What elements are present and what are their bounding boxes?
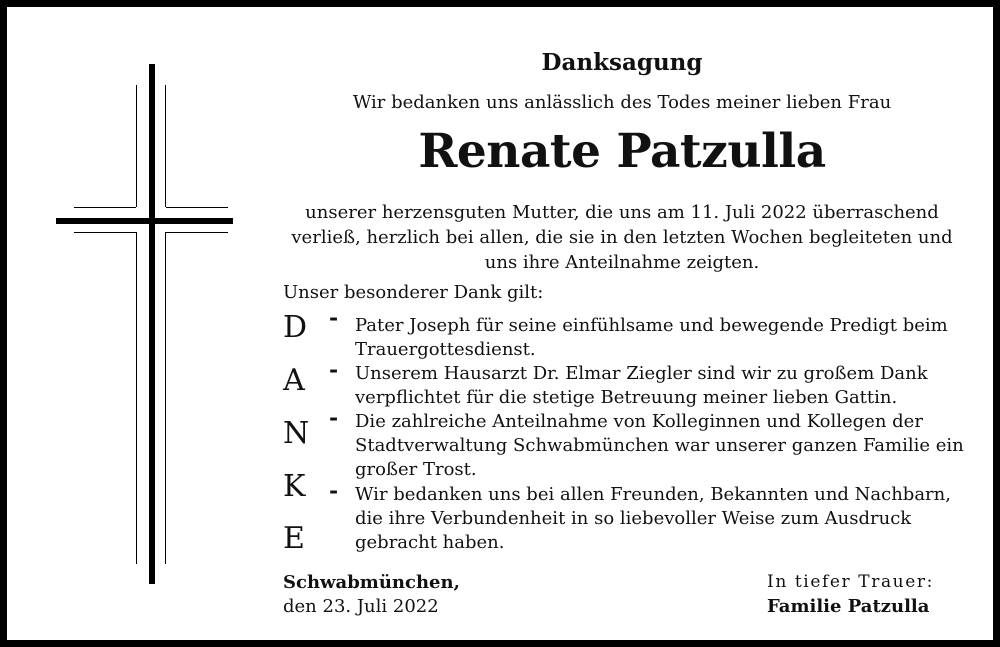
body-text: unserer herzensguten Mutter, die uns am 11. Juli 2022 überraschend verließ, herzlich bei allen, die sie in den letzten Wochen begleiteten und uns ihre Anteilnahme zeigten. bbox=[291, 202, 953, 273]
danke-letter-a: A bbox=[283, 363, 305, 398]
date: den 23. Juli 2022 bbox=[283, 596, 439, 617]
thanks-item: Pater Joseph für seine einfühlsame und bewegende Predigt beim Trauergottesdienst. bbox=[355, 315, 948, 360]
thanks-label: Unser besonderer Dank gilt: bbox=[283, 282, 544, 303]
item-dash: - bbox=[329, 405, 339, 431]
notice-heading: Danksagung bbox=[541, 49, 703, 76]
intro-text: Wir bedanken uns anlässlich des Todes meiner lieben Frau bbox=[352, 92, 892, 113]
city: Schwabmünchen, bbox=[283, 572, 460, 593]
danke-letter-d: D bbox=[283, 310, 308, 345]
thanks-item: Wir bedanken uns bei allen Freunden, Bekannten und Nachbarn, die ihre Verbundenheit in so liebevoller Weise zum Ausdruck gebracht haben. bbox=[355, 484, 951, 553]
mourning-label: In tiefer Trauer: bbox=[767, 572, 934, 592]
thanks-item: Die zahlreiche Anteilnahme von Kolleginnen und Kollegen der Stadtverwaltung Schwabmünchen war unserer ganzen Familie ein großer Trost. bbox=[355, 411, 964, 480]
item-dash: - bbox=[329, 305, 339, 331]
item-dash: - bbox=[329, 478, 339, 504]
item-dash: - bbox=[329, 357, 339, 383]
deceased-name: Renate Patzulla bbox=[418, 124, 826, 179]
danke-letter-e: E bbox=[283, 521, 305, 556]
danke-letter-n: N bbox=[283, 416, 310, 451]
family-name: Familie Patzulla bbox=[767, 596, 930, 617]
danke-letter-k: K bbox=[283, 469, 306, 504]
thanks-item: Unserem Hausarzt Dr. Elmar Ziegler sind wir zu großem Dank verpflichtet für die stetige Betreuung meiner lieben Gattin. bbox=[355, 363, 928, 408]
